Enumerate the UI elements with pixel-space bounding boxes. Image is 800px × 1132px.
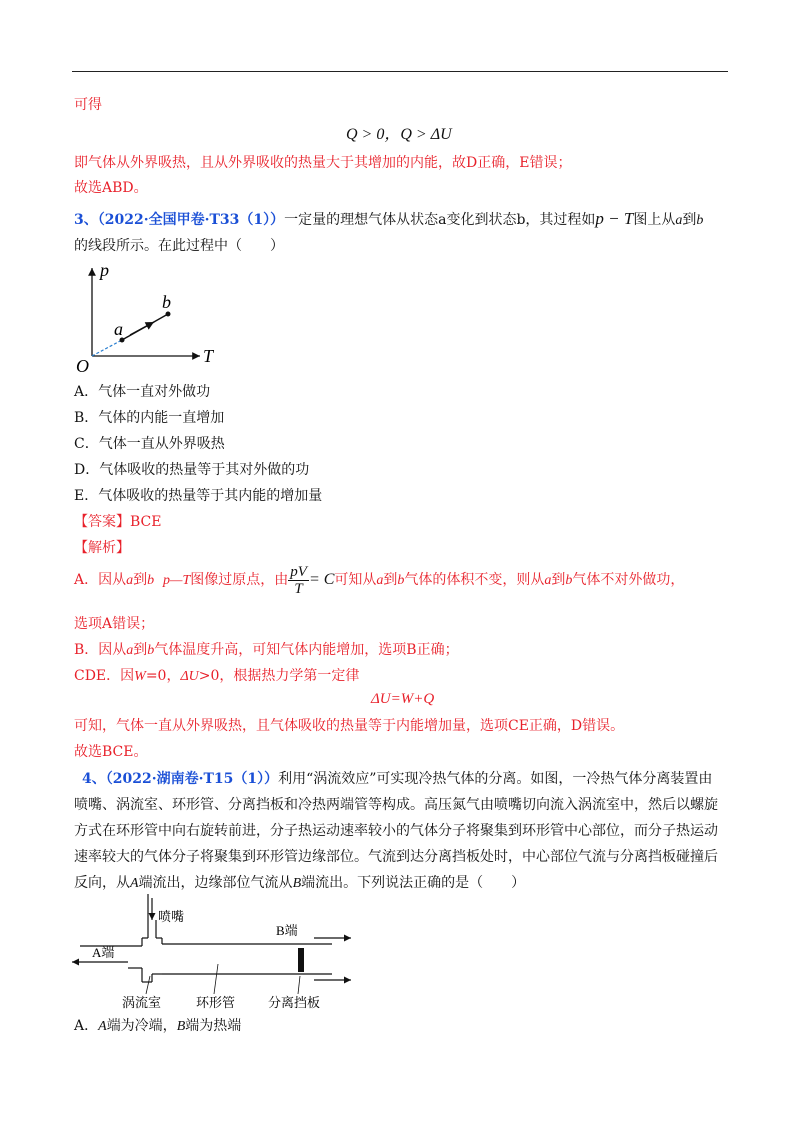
analysis-cde-du: ΔU — [180, 669, 199, 684]
analysis-cde-pre: CDE．因 — [74, 668, 135, 684]
label-O: O — [76, 356, 89, 376]
intro-line1: 即气体从外界吸热，且从外界吸收的热量大于其增加的内能，故D正确，E错误； — [74, 155, 572, 171]
intro-line2: 故选ABD。 — [74, 180, 148, 196]
q3-number: 3、 — [74, 212, 98, 228]
q3-stem-line2: 的线段所示。在此过程中（ ） — [74, 238, 284, 254]
ring-leader — [214, 964, 218, 994]
q3-stem-b: 图上从 — [633, 212, 676, 228]
analysis-a-graph: p—T — [163, 573, 191, 588]
analysis-a-var-b: b — [147, 573, 155, 588]
q3-option-e: E．气体吸收的热量等于其内能的增加量 — [74, 488, 323, 504]
q4-source: （2022·湖南卷·T15（1）） — [105, 771, 279, 787]
fraction-rhs: = C — [308, 571, 335, 588]
analysis-a-post2: 气体的体积不变，则从 — [404, 572, 545, 588]
analysis-b-pre: B．因从 — [74, 642, 127, 658]
q4-number: 4、 — [82, 771, 106, 787]
q3-stem-line1 — [74, 209, 703, 231]
pv-over-t-fraction — [288, 564, 309, 597]
point-b — [166, 312, 171, 317]
analysis-b-var-a: a — [126, 643, 134, 658]
label-baffle: 分离挡板 — [268, 995, 321, 1010]
label-end-B: B端 — [276, 923, 298, 938]
analysis-a-var-a: a — [126, 573, 134, 588]
intro-equation: Q > 0，Q > ΔU — [346, 126, 452, 143]
label-ring: 环形管 — [196, 995, 236, 1010]
header-rule — [72, 71, 728, 72]
q3-answer: 【答案】BCE — [74, 514, 162, 530]
q3-option-b: B．气体的内能一直增加 — [74, 410, 225, 426]
intro-kede: 可得 — [74, 97, 102, 113]
q3-stem-a: 一定量的理想气体从状态a变化到状态b，其过程如 — [284, 212, 596, 228]
q3-stem-a-var: a — [675, 213, 683, 228]
label-nozzle: 喷嘴 — [158, 909, 185, 924]
label-b: b — [162, 292, 171, 312]
q3-option-c: C．气体一直从外界吸热 — [74, 436, 225, 452]
q4-stem-line5c: 端流出。下列说法正确的是（ ） — [301, 875, 526, 891]
q3-analysis-title: 【解析】 — [74, 540, 130, 556]
q3-conclusion: 可知，气体一直从外界吸热，且气体吸收的热量等于内能增加量，选项CE正确，D错误。 — [74, 718, 625, 734]
analysis-a-mid: 图像过原点，由 — [190, 572, 289, 588]
analysis-b-post: 气体温度升高，可知气体内能增加，选项B正确； — [154, 642, 459, 658]
analysis-a-var-a2: a — [376, 573, 384, 588]
q3-option-d: D．气体吸收的热量等于其对外做的功 — [74, 462, 310, 478]
analysis-cde-du-tail: >0，根据热力学第一定律 — [198, 668, 360, 684]
analysis-a-post3: 气体不对外做功， — [572, 572, 685, 588]
fraction-denominator: T — [294, 580, 303, 597]
baffle-leader — [298, 976, 300, 994]
q4-option-a-mid: 端为冷端， — [106, 1018, 177, 1034]
analysis-cde-w-tail: =0， — [145, 668, 181, 684]
q4-option-a-A: A — [98, 1019, 107, 1034]
analysis-b-var-b: b — [147, 643, 155, 658]
label-a: a — [114, 319, 123, 339]
fraction-numerator: pV — [290, 563, 307, 580]
separation-baffle — [298, 948, 304, 972]
analysis-cde-w: W — [134, 669, 146, 684]
q4-option-a — [74, 1016, 241, 1037]
vortex-leader — [146, 976, 150, 994]
q3-stem-pt: p − T — [595, 209, 634, 228]
q3-analysis-a-line2: 选项A错误； — [74, 616, 155, 632]
q3-analysis-cde — [74, 666, 359, 687]
q3-analysis-a — [74, 563, 684, 598]
q4-stem-line5b: 端流出，边缘部位气流从 — [138, 875, 293, 891]
q4-stem-A: A — [130, 876, 139, 891]
analysis-a-var-b3: b — [565, 573, 573, 588]
label-vortex: 涡流室 — [122, 995, 162, 1010]
extension-line — [92, 340, 122, 356]
q4-option-a-post: 端为热端 — [185, 1018, 242, 1034]
q4-stem-line1-text: 利用“涡流效应”可实现冷热气体的分离。如图，一冷热气体分离装置由 — [278, 771, 713, 787]
q4-option-a-B: B — [176, 1019, 186, 1034]
direction-arrow — [130, 322, 154, 335]
analysis-a-pre: A．因从 — [74, 572, 127, 588]
q4-stem-line2: 喷嘴、涡流室、环形管、分离挡板和冷热两端管等构成。高压氮气由喷嘴切向流入涡流室中，然后以螺旋 — [74, 797, 718, 813]
label-p: p — [100, 260, 109, 280]
analysis-a-post1: 可知从 — [334, 572, 377, 588]
q4-option-a-pre: A． — [74, 1018, 99, 1034]
analysis-a-to3: 到 — [551, 572, 566, 588]
q3-stem-b-var: b — [696, 213, 704, 228]
q3-analysis-b — [74, 640, 459, 661]
label-end-A: A端 — [92, 945, 115, 960]
q4-stem-line1 — [82, 769, 712, 789]
analysis-a-var-b2: b — [397, 573, 405, 588]
analysis-a-to: 到 — [133, 572, 148, 588]
q4-vortex-tube-diagram — [66, 890, 366, 1012]
q3-pt-graph — [70, 258, 230, 378]
analysis-a-to2: 到 — [383, 572, 398, 588]
q3-first-law: ΔU=W+Q — [371, 691, 435, 707]
label-T: T — [203, 346, 214, 366]
q3-stem-to: 到 — [682, 212, 697, 228]
q4-stem-B: B — [292, 876, 302, 891]
analysis-b-to: 到 — [133, 642, 148, 658]
q4-stem-line5a: 反向，从 — [74, 875, 130, 891]
q3-final: 故选BCE。 — [74, 744, 148, 760]
q4-stem-line4: 速率较大的气体分子将聚集到环形管边缘部位。气流到达分离挡板处时，中心部位气流与分离挡板碰撞后 — [74, 849, 718, 865]
q4-stem-line3: 方式在环形管中向右旋转前进，分子热运动速率较小的气体分子将聚集到环形管中心部位，而分子热运动 — [74, 823, 718, 839]
analysis-a-var-a3: a — [544, 573, 552, 588]
q3-source: （2022·全国甲卷·T33（1）） — [97, 212, 285, 228]
q3-option-a: A．气体一直对外做功 — [74, 384, 211, 400]
